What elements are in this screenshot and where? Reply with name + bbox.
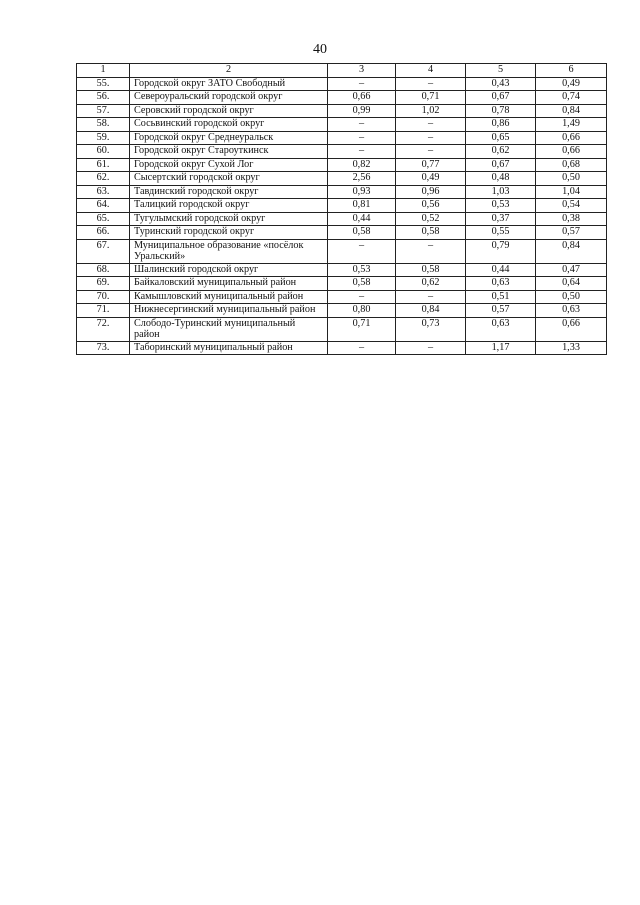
value-col-4: 0,49 [396, 172, 466, 186]
header-cell-6: 6 [536, 64, 607, 78]
row-number: 63. [77, 185, 130, 199]
value-col-5: 0,62 [466, 145, 536, 159]
value-col-3: 0,44 [328, 212, 396, 226]
value-col-6: 1,33 [536, 341, 607, 355]
municipality-name: Североуральский городской округ [130, 91, 328, 105]
municipality-name: Городской округ Среднеуральск [130, 131, 328, 145]
table-row [77, 290, 607, 304]
value-col-3: 0,80 [328, 304, 396, 318]
table-row [77, 199, 607, 213]
municipality-name: Городской округ ЗАТО Свободный [130, 77, 328, 91]
table-row [77, 263, 607, 277]
value-col-5: 0,63 [466, 277, 536, 291]
value-col-5: 0,67 [466, 158, 536, 172]
municipality-name: Городской округ Староуткинск [130, 145, 328, 159]
municipality-name: Шалинский городской округ [130, 263, 328, 277]
value-col-4: 0,71 [396, 91, 466, 105]
value-col-6: 0,49 [536, 77, 607, 91]
value-col-6: 0,66 [536, 131, 607, 145]
value-col-6: 0,84 [536, 239, 607, 263]
row-number: 73. [77, 341, 130, 355]
value-col-5: 0,78 [466, 104, 536, 118]
row-number: 67. [77, 239, 130, 263]
header-cell-1: 1 [77, 64, 130, 78]
table-row [77, 341, 607, 355]
municipality-name: Байкаловский муниципальный район [130, 277, 328, 291]
value-col-3: 0,66 [328, 91, 396, 105]
row-number: 69. [77, 277, 130, 291]
value-col-4: 0,62 [396, 277, 466, 291]
value-col-4: 0,84 [396, 304, 466, 318]
municipality-name: Талицкий городской округ [130, 199, 328, 213]
value-col-5: 0,67 [466, 91, 536, 105]
value-col-4: 0,58 [396, 226, 466, 240]
value-col-5: 0,86 [466, 118, 536, 132]
value-col-3: 0,58 [328, 226, 396, 240]
value-col-4: 0,96 [396, 185, 466, 199]
value-col-5: 0,55 [466, 226, 536, 240]
value-col-5: 0,51 [466, 290, 536, 304]
table-row [77, 304, 607, 318]
value-col-3: – [328, 145, 396, 159]
value-col-4: 0,77 [396, 158, 466, 172]
value-col-3: – [328, 118, 396, 132]
value-col-5: 0,79 [466, 239, 536, 263]
value-col-6: 0,74 [536, 91, 607, 105]
data-table [76, 63, 607, 355]
header-cell-5: 5 [466, 64, 536, 78]
value-col-4: – [396, 77, 466, 91]
value-col-5: 0,43 [466, 77, 536, 91]
row-number: 57. [77, 104, 130, 118]
value-col-3: – [328, 131, 396, 145]
value-col-5: 0,63 [466, 317, 536, 341]
table-body [77, 64, 607, 355]
value-col-4: 0,58 [396, 263, 466, 277]
value-col-5: 1,17 [466, 341, 536, 355]
value-col-3: 0,99 [328, 104, 396, 118]
municipality-name: Тавдинский городской округ [130, 185, 328, 199]
row-number: 60. [77, 145, 130, 159]
value-col-3: – [328, 290, 396, 304]
header-cell-2: 2 [130, 64, 328, 78]
table-header-row [77, 64, 607, 78]
table-row [77, 118, 607, 132]
municipality-name: Туринский городской округ [130, 226, 328, 240]
row-number: 66. [77, 226, 130, 240]
municipality-name: Городской округ Сухой Лог [130, 158, 328, 172]
row-number: 68. [77, 263, 130, 277]
value-col-4: – [396, 145, 466, 159]
value-col-3: 0,81 [328, 199, 396, 213]
value-col-3: 2,56 [328, 172, 396, 186]
value-col-4: 1,02 [396, 104, 466, 118]
value-col-5: 1,03 [466, 185, 536, 199]
table-row [77, 317, 607, 341]
municipality-name: Нижнесергинский муниципальный район [130, 304, 328, 318]
table-row [77, 145, 607, 159]
value-col-5: 0,53 [466, 199, 536, 213]
row-number: 62. [77, 172, 130, 186]
value-col-6: 0,50 [536, 290, 607, 304]
row-number: 61. [77, 158, 130, 172]
municipality-name: Муниципальное образование «посёлок Уральский» [130, 239, 328, 263]
value-col-6: 0,38 [536, 212, 607, 226]
table-row [77, 91, 607, 105]
row-number: 55. [77, 77, 130, 91]
value-col-3: 0,71 [328, 317, 396, 341]
row-number: 58. [77, 118, 130, 132]
value-col-6: 1,49 [536, 118, 607, 132]
value-col-5: 0,48 [466, 172, 536, 186]
value-col-5: 0,57 [466, 304, 536, 318]
value-col-3: – [328, 341, 396, 355]
value-col-6: 0,68 [536, 158, 607, 172]
value-col-6: 0,64 [536, 277, 607, 291]
value-col-4: 0,56 [396, 199, 466, 213]
value-col-3: – [328, 239, 396, 263]
row-number: 72. [77, 317, 130, 341]
value-col-3: 0,53 [328, 263, 396, 277]
value-col-3: 0,93 [328, 185, 396, 199]
table-row [77, 212, 607, 226]
municipality-name: Серовский городской округ [130, 104, 328, 118]
value-col-3: – [328, 77, 396, 91]
value-col-5: 0,37 [466, 212, 536, 226]
municipality-name: Камышловский муниципальный район [130, 290, 328, 304]
row-number: 70. [77, 290, 130, 304]
value-col-4: – [396, 118, 466, 132]
value-col-4: 0,73 [396, 317, 466, 341]
municipality-name: Тугулымский городской округ [130, 212, 328, 226]
header-cell-3: 3 [328, 64, 396, 78]
value-col-3: 0,82 [328, 158, 396, 172]
value-col-6: 0,66 [536, 317, 607, 341]
row-number: 65. [77, 212, 130, 226]
header-cell-4: 4 [396, 64, 466, 78]
table-row [77, 172, 607, 186]
value-col-4: 0,52 [396, 212, 466, 226]
value-col-4: – [396, 341, 466, 355]
row-number: 56. [77, 91, 130, 105]
value-col-5: 0,65 [466, 131, 536, 145]
value-col-4: – [396, 239, 466, 263]
table-row [77, 104, 607, 118]
value-col-6: 1,04 [536, 185, 607, 199]
table-row [77, 131, 607, 145]
table-row [77, 239, 607, 263]
value-col-3: 0,58 [328, 277, 396, 291]
value-col-4: – [396, 290, 466, 304]
municipality-name: Сысертский городской округ [130, 172, 328, 186]
municipality-name: Слободо-Туринский муниципальный район [130, 317, 328, 341]
table-row [77, 277, 607, 291]
value-col-6: 0,63 [536, 304, 607, 318]
value-col-5: 0,44 [466, 263, 536, 277]
row-number: 71. [77, 304, 130, 318]
municipality-name: Таборинский муниципальный район [130, 341, 328, 355]
value-col-4: – [396, 131, 466, 145]
table-row [77, 226, 607, 240]
table-row [77, 185, 607, 199]
value-col-6: 0,84 [536, 104, 607, 118]
value-col-6: 0,66 [536, 145, 607, 159]
value-col-6: 0,47 [536, 263, 607, 277]
row-number: 59. [77, 131, 130, 145]
value-col-6: 0,50 [536, 172, 607, 186]
value-col-6: 0,57 [536, 226, 607, 240]
table-row [77, 77, 607, 91]
row-number: 64. [77, 199, 130, 213]
value-col-6: 0,54 [536, 199, 607, 213]
page-number: 40 [313, 42, 327, 57]
table-row [77, 158, 607, 172]
municipality-name: Сосьвинский городской округ [130, 118, 328, 132]
